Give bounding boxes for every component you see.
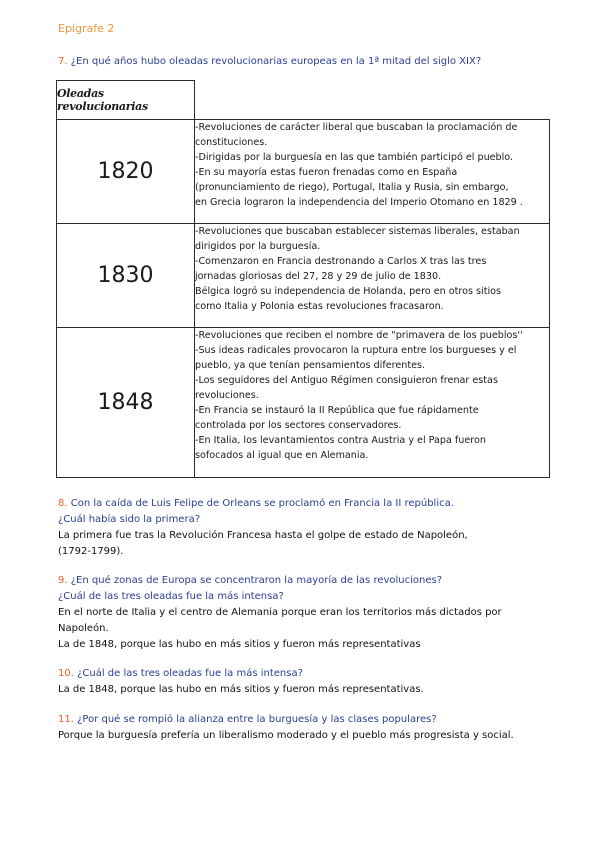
description-line: -Comenzaron en Francia destronando a Carlos X tras las tres	[195, 256, 487, 267]
description-line: constituciones.	[195, 137, 268, 148]
description-line: pueblo, ya que tenían pensamientos diferentes.	[195, 360, 426, 371]
question-11-block	[58, 712, 578, 744]
section-heading: Epígrafe 2	[58, 22, 115, 35]
question-9-block	[58, 573, 578, 653]
answer-text: En el norte de Italia y el centro de Alemania porque eran los territorios más dictados por	[58, 607, 502, 618]
question-text: ¿Cuál había sido la primera?	[58, 514, 201, 525]
answer-text: (1792-1799).	[58, 546, 124, 557]
description-line: controlada por los sectores conservadores.	[195, 420, 402, 431]
year-cell: 1820	[57, 120, 195, 224]
answer-text: La de 1848, porque las hubo en más sitios y fueron más representativas.	[58, 684, 424, 695]
question-10-block	[58, 666, 578, 698]
table-row	[57, 120, 550, 224]
description-line: -Revoluciones que buscaban establecer sistemas liberales, estaban	[195, 226, 520, 237]
question-text: ¿Cuál de las tres oleadas fue la más intensa?	[77, 668, 303, 679]
description-line: revoluciones.	[195, 390, 259, 401]
year-cell: 1830	[57, 224, 195, 328]
question-number: 9.	[58, 575, 68, 586]
description-line: en Grecia lograron la independencia del Imperio Otomano en 1829 .	[195, 197, 523, 208]
description-line: como Italia y Polonia estas revoluciones fracasaron.	[195, 301, 444, 312]
question-text: ¿Por qué se rompió la alianza entre la burguesía y las clases populares?	[77, 714, 437, 725]
question-text: ¿Cuál de las tres oleadas fue la más intensa?	[58, 591, 284, 602]
description-line: jornadas gloriosas del 27, 28 y 29 de julio de 1830.	[195, 271, 442, 282]
answer-text: Napoleón.	[58, 623, 109, 634]
question-7	[58, 54, 578, 70]
description-cell	[195, 120, 550, 224]
answer-text: Porque la burguesía prefería un liberalismo moderado y el pueblo más progresista y social.	[58, 730, 514, 741]
description-line: -Revoluciones que reciben el nombre de "primavera de los pueblos''	[195, 330, 523, 341]
table-header: Oleadas revolucionarias	[57, 81, 195, 120]
question-text: ¿En qué años hubo oleadas revolucionarias europeas en la 1ª mitad del siglo XIX?	[70, 56, 482, 67]
question-11	[58, 712, 578, 728]
question-8	[58, 496, 578, 512]
description-line: -Dirigidas por la burguesía en las que también participó el pueblo.	[195, 152, 514, 163]
question-9	[58, 573, 578, 589]
description-line: -En Francia se instauró la II República que fue rápidamente	[195, 405, 479, 416]
question-text: ¿En qué zonas de Europa se concentraron la mayoría de las revoluciones?	[70, 575, 443, 586]
description-line: sofocados al igual que en Alemania.	[195, 450, 369, 461]
table-header-row	[57, 81, 550, 120]
description-cell	[195, 224, 550, 328]
question-number: 10.	[58, 668, 74, 679]
revolutions-table	[56, 80, 550, 478]
description-line: -Los seguidores del Antiguo Régimen consiguieron frenar estas	[195, 375, 498, 386]
answer-text: La primera fue tras la Revolución Francesa hasta el golpe de estado de Napoleón,	[58, 530, 468, 541]
table-header-empty	[195, 81, 550, 120]
description-line: -En Italia, los levantamientos contra Austria y el Papa fueron	[195, 435, 486, 446]
question-number: 7.	[58, 56, 68, 67]
table-row	[57, 328, 550, 478]
description-cell	[195, 328, 550, 478]
description-line: -En su mayoría estas fueron frenadas como en España	[195, 167, 458, 178]
description-line: dirigidos por la burguesía.	[195, 241, 321, 252]
description-line: Bélgica logró su independencia de Holanda, pero en otros sitios	[195, 286, 502, 297]
answer-text: La de 1848, porque las hubo en más sitios y fueron más representativas	[58, 639, 421, 650]
year-cell: 1848	[57, 328, 195, 478]
question-10	[58, 666, 578, 682]
question-number: 8.	[58, 498, 68, 509]
table-row	[57, 224, 550, 328]
description-line: -Sus ideas radicales provocaron la ruptura entre los burgueses y el	[195, 345, 517, 356]
question-number: 11.	[58, 714, 74, 725]
question-8-block	[58, 496, 578, 560]
question-text: Con la caída de Luis Felipe de Orleans se proclamó en Francia la II república.	[70, 498, 454, 509]
description-line: (pronunciamiento de riego), Portugal, Italia y Rusia, sin embargo,	[195, 182, 509, 193]
description-line: -Revoluciones de carácter liberal que buscaban la proclamación de	[195, 122, 518, 133]
